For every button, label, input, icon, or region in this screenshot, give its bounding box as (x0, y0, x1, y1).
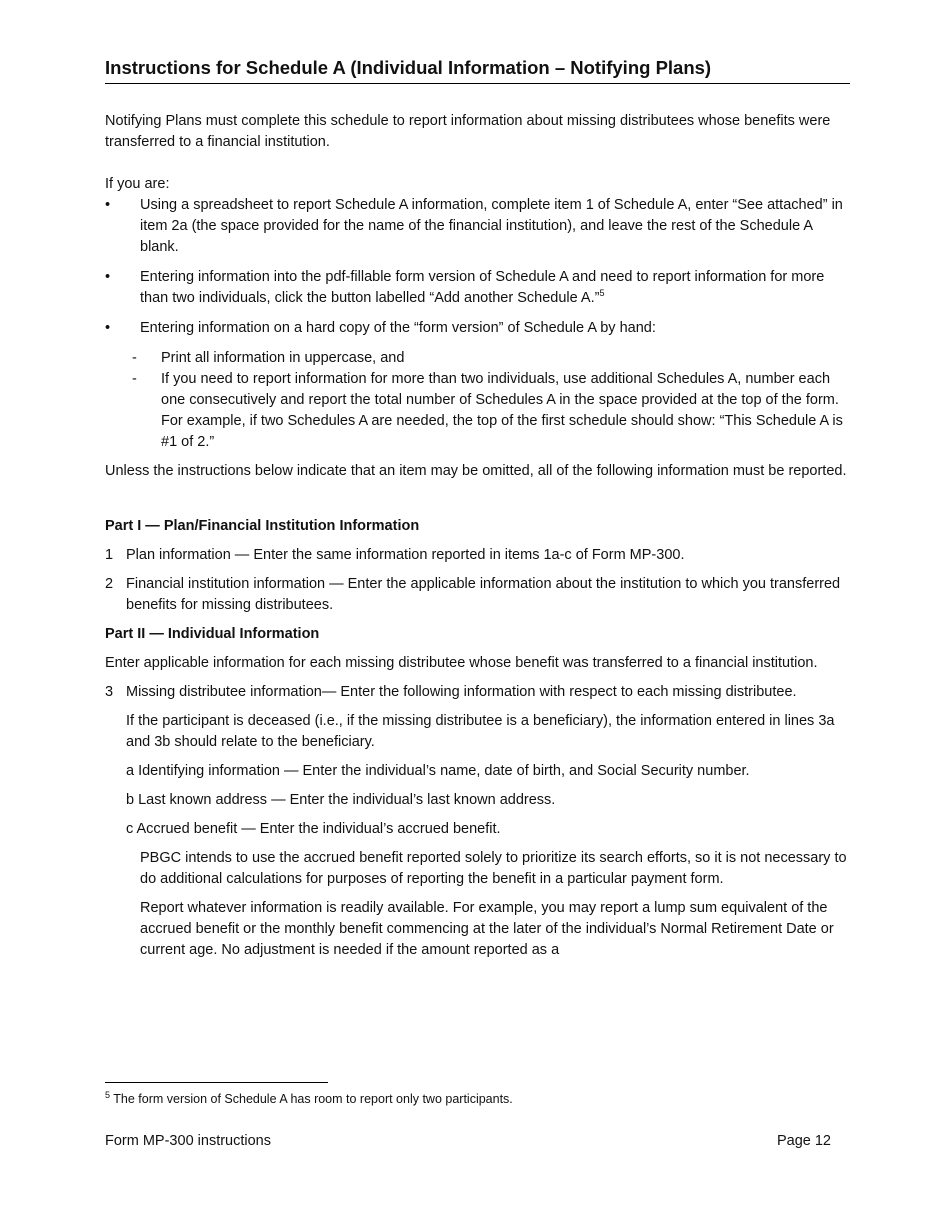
dash-icon: - (132, 371, 137, 387)
bullet-item (105, 318, 850, 339)
dash-list (105, 348, 850, 453)
bullet-icon: • (105, 269, 111, 285)
page-title: Instructions for Schedule A (Individual Information – Notifying Plans) (105, 55, 850, 84)
dash-icon: - (132, 350, 137, 366)
footnote-ref: 5 (599, 288, 605, 299)
unless-paragraph: Unless the instructions below indicate that an item may be omitted, all of the following information must be reported. (105, 463, 847, 479)
part1-heading: Part I — Plan/Financial Institution Information (105, 518, 420, 534)
bullet-item (105, 267, 850, 309)
footnote (105, 1090, 513, 1108)
item-number: 3 (105, 684, 114, 700)
dash-text: If you need to report information for more than two individuals, use additional Schedules A, number each one consecutively and report the total number of Schedules A in the space provided at the top of the form. For example, if two Schedules A are needed, the top of the first schedule should show: “This Schedule A is #1 of 2.” (161, 371, 843, 450)
bullet-text: Entering information into the pdf-fillable form version of Schedule A and need to report information for more than two individuals, click the button labelled “Add another Schedule A.” (140, 269, 825, 306)
dash-item (105, 369, 850, 453)
item-number: 1 (105, 547, 114, 563)
footnote-number: 5 (105, 1089, 111, 1100)
footnote-text: The form version of Schedule A has room to report only two participants. (113, 1092, 513, 1106)
dash-text: Print all information in uppercase, and (161, 350, 405, 366)
part2-intro: Enter applicable information for each missing distributee whose benefit was transferred to a financial institution. (105, 655, 818, 671)
numbered-item (105, 682, 850, 703)
footer-form-name: Form MP-300 instructions (105, 1133, 271, 1149)
bullet-icon: • (105, 197, 111, 213)
numbered-item (105, 545, 850, 566)
footnote-divider (105, 1082, 328, 1083)
footer-page-number: Page 12 (776, 1133, 831, 1149)
subitem-b: b Last known address — Enter the individual’s last known address. (126, 792, 556, 808)
intro-paragraph: Notifying Plans must complete this schedule to report information about missing distributees whose benefits were transferred to a financial institution. (105, 113, 831, 150)
page-content (105, 55, 850, 969)
subitem-a: a Identifying information — Enter the individual’s name, date of birth, and Social Security number. (126, 763, 750, 779)
deceased-note: If the participant is deceased (i.e., if the missing distributee is a beneficiary), the information entered in lines 3a and 3b should relate to the beneficiary. (126, 713, 835, 750)
pbgc-paragraph: PBGC intends to use the accrued benefit reported solely to prioritize its search efforts, so it is not necessary to do additional calculations for purposes of reporting the benefit in a particular payment form. (140, 850, 847, 887)
bullet-item (105, 195, 850, 258)
bullet-text: Using a spreadsheet to report Schedule A information, complete item 1 of Schedule A, enter “See attached” in item 2a (the space provided for the name of the financial institution), and leave the rest of the Schedule A blank. (140, 197, 843, 255)
bullet-text: Entering information on a hard copy of the “form version” of Schedule A by hand: (140, 320, 656, 336)
item-text: Financial institution information — Enter the applicable information about the institution to which you transferred benefits for missing distributees. (126, 576, 841, 613)
subitem-c: c Accrued benefit — Enter the individual’s accrued benefit. (126, 821, 501, 837)
dash-item (105, 348, 850, 369)
item-number: 2 (105, 576, 114, 592)
report-paragraph: Report whatever information is readily available. For example, you may report a lump sum equivalent of the accrued benefit or the monthly benefit commencing at the later of the individual’s Normal Retirement Date or current age. No adjustment is needed if the amount reported as a (140, 900, 834, 958)
part2-heading: Part II — Individual Information (105, 626, 320, 642)
item-text: Plan information — Enter the same information reported in items 1a-c of Form MP-300. (126, 547, 685, 563)
bullet-icon: • (105, 320, 111, 336)
numbered-item (105, 574, 850, 616)
if-you-are-label: If you are: (105, 176, 170, 192)
item-text: Missing distributee information— Enter the following information with respect to each missing distributee. (126, 684, 797, 700)
